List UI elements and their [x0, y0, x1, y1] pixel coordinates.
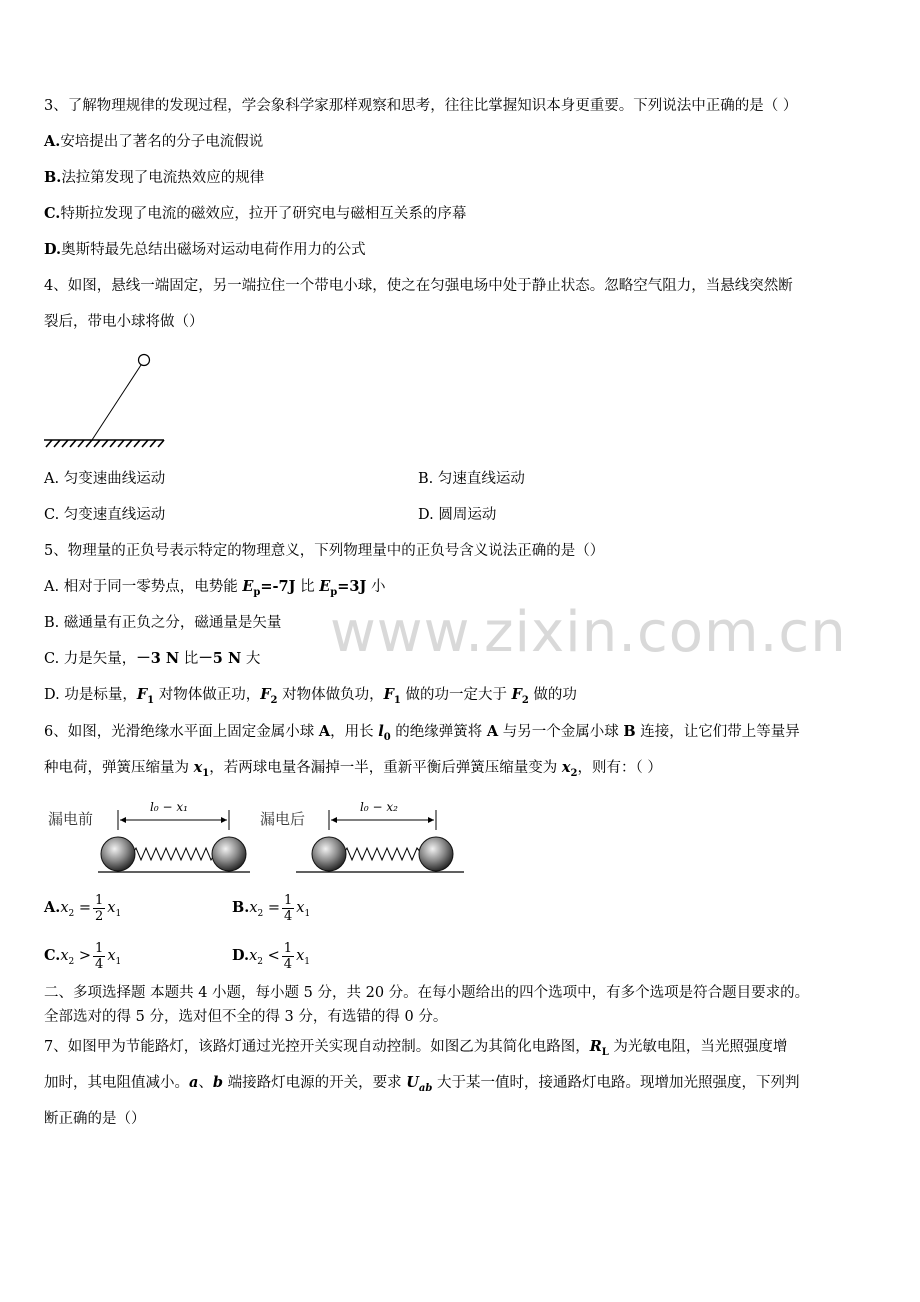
q7-l2-pre: 加时，其电阻值减小。: [44, 1075, 189, 1091]
q6-stem-line1: [44, 722, 800, 748]
q6-b-op: =: [267, 900, 280, 916]
q5-option-b: B. 磁通量有正负之分，磁通量是矢量: [44, 615, 282, 631]
q6-l2-pre: 种电荷，弹簧压缩量为: [44, 760, 194, 776]
q3-d-label: D.: [44, 241, 62, 258]
q6-a-x2: x: [60, 900, 69, 916]
q6-a-x1-sub: 1: [115, 908, 122, 919]
q5-c-v1: －3 N: [136, 650, 180, 667]
q6-c-x1: x: [107, 948, 116, 964]
q6-ball-a: A: [318, 723, 331, 740]
dim-arrow-before-left: [120, 817, 126, 823]
q6-d-x2: x: [249, 948, 258, 964]
q3-option-c: [44, 204, 466, 224]
spring-after: [343, 848, 422, 860]
q5-a-sub2: p: [330, 586, 338, 598]
dim-arrow-after-left: [331, 817, 337, 823]
q5-c-post: 大: [241, 651, 261, 667]
q3-stem: 3、了解物理规律的发现过程，学会象科学家那样观察和思考，往往比掌握知识本身更重要。下列说法中正确的是（ ）: [44, 98, 798, 114]
q3-a-label: A.: [44, 133, 61, 150]
suspension-string: [92, 365, 141, 440]
q4-figure-pendulum: [40, 350, 170, 455]
q5-d-f2-sub: 2: [270, 694, 278, 706]
q4-option-a: A. 匀变速曲线运动: [44, 471, 166, 487]
q5-a-val2: =3J: [337, 578, 367, 595]
q7-u: U: [406, 1074, 419, 1091]
q4-stem-line1: 4、如图，悬线一端固定，另一端拉住一个带电小球，使之在匀强电场中处于静止状态。忽略空气阻力，当悬线突然断: [44, 278, 793, 294]
q6-ball-a2: A: [486, 723, 499, 740]
q5-a-pre: A. 相对于同一零势点，电势能: [44, 579, 243, 595]
q6-b-x1: x: [296, 900, 305, 916]
q6-d-den: 4: [283, 956, 293, 972]
q6-d-x2-sub: 2: [257, 956, 264, 967]
q6-c-fraction: [93, 941, 105, 972]
q6-a-x1: x: [107, 900, 116, 916]
dim-arrow-before-right: [221, 817, 227, 823]
q6-a-op: =: [78, 900, 91, 916]
label-before: 漏电前: [48, 810, 94, 828]
q5-c-v2: －5 N: [198, 650, 242, 667]
q5-option-d: [44, 685, 577, 711]
q5-d-f2b: F: [511, 686, 522, 703]
q5-d-f1b: F: [383, 686, 394, 703]
q6-c-x2: x: [60, 948, 69, 964]
q6-c-x2-sub: 2: [68, 956, 75, 967]
q6-c-den: 4: [95, 956, 104, 972]
q5-a-val1: =-7J: [260, 578, 296, 595]
q3-b-label: B.: [44, 169, 62, 186]
dim-arrow-after-right: [428, 817, 434, 823]
q7-stem-line1: [44, 1037, 787, 1063]
ball-b-after: [419, 837, 453, 871]
q3-d-text: 奥斯特最先总结出磁场对运动电荷作用力的公式: [61, 242, 366, 258]
section2-instructions-line1: 二、多项选择题 本题共 4 小题，每小题 5 分，共 20 分。在每小题给出的四个选项中，有多个选项是符合题目要求的。: [44, 985, 810, 1001]
q6-b-label: B.: [232, 899, 250, 916]
q6-option-c: [44, 936, 121, 982]
q7-l1-pre: 7、如图甲为节能路灯，该路灯通过光控开关实现自动控制。如图乙为其简化电路图，: [44, 1039, 590, 1055]
ball-a-before: [101, 837, 135, 871]
q5-a-ep2: E: [319, 578, 331, 595]
q6-x1: x: [193, 759, 203, 776]
q6-c-x1-sub: 1: [115, 956, 122, 967]
dim-label-after: l₀ − x₂: [360, 800, 398, 814]
q5-d-pre: D. 功是标量，: [44, 687, 137, 703]
q6-d-num: 1: [283, 940, 293, 956]
q3-c-label: C.: [44, 205, 61, 222]
q6-x2: x: [561, 759, 571, 776]
q5-c-pre: C. 力是矢量，: [44, 651, 137, 667]
q3-c-text: 特斯拉发现了电流的磁效应，拉开了研究电与磁相互关系的序幕: [60, 206, 467, 222]
q6-x1-sub: 1: [202, 767, 210, 779]
q4-stem-line2: 裂后，带电小球将做（）: [44, 314, 204, 330]
q7-l2-post: 大于某一值时，接通路灯电路。现增加光照强度，下列判: [432, 1075, 800, 1091]
q5-d-f2b-sub: 2: [521, 694, 529, 706]
q7-u-sub: ab: [418, 1082, 433, 1094]
spring-before: [132, 848, 215, 860]
q6-figure-spring: [40, 790, 470, 880]
q3-option-b: [44, 168, 264, 188]
q6-l1-mid3: 与另一个金属小球: [498, 724, 624, 740]
q6-ball-b: B: [623, 723, 636, 740]
q3-option-d: [44, 240, 366, 260]
watermark: www.zixin.com.cn: [330, 600, 847, 665]
q6-a-den: 2: [95, 908, 104, 924]
q6-b-x1-sub: 1: [304, 908, 311, 919]
q7-stem-line2: [44, 1073, 800, 1099]
q6-l1-pre: 6、如图，光滑绝缘水平面上固定金属小球: [44, 724, 319, 740]
q6-b-x2: x: [249, 900, 258, 916]
q5-a-post: 小: [366, 579, 386, 595]
q6-option-b: [232, 888, 310, 934]
q3-b-text: 法拉第发现了电流热效应的规律: [61, 170, 265, 186]
q6-d-op: <: [267, 948, 280, 964]
q6-l2-post: ，则有：（ ）: [577, 760, 662, 776]
q6-stem-line2: [44, 758, 662, 784]
q5-a-sub1: p: [253, 586, 261, 598]
q5-d-t2: 对物体做负功，: [277, 687, 384, 703]
q5-d-f1-sub: 1: [147, 694, 155, 706]
q5-c-mid: 比: [179, 651, 199, 667]
label-after: 漏电后: [260, 810, 306, 828]
q6-l: l: [378, 723, 384, 740]
q5-option-c: [44, 649, 260, 669]
q6-a-x2-sub: 2: [68, 908, 75, 919]
q7-l1-post: 为光敏电阻，当光照强度增: [608, 1039, 788, 1055]
q6-c-label: C.: [44, 947, 61, 964]
q7-b: b: [212, 1074, 224, 1091]
dim-label-before: l₀ − x₁: [150, 800, 188, 814]
q5-a-ep1: E: [242, 578, 254, 595]
q6-a-num: 1: [95, 892, 104, 908]
q6-d-fraction: [282, 941, 294, 972]
q6-option-a: [44, 888, 121, 934]
q7-sep: 、: [198, 1075, 213, 1091]
q5-d-f1: F: [136, 686, 148, 703]
q5-a-mid: 比: [295, 579, 320, 595]
q5-d-t1: 对物体做正功，: [154, 687, 261, 703]
q7-r: R: [589, 1038, 602, 1055]
charged-ball: [139, 355, 150, 366]
q6-b-x2-sub: 2: [257, 908, 264, 919]
q5-d-f1b-sub: 1: [393, 694, 401, 706]
q4-option-b: B. 匀速直线运动: [418, 471, 525, 487]
q5-d-t3: 做的功一定大于: [400, 687, 512, 703]
q5-stem: 5、物理量的正负号表示特定的物理意义，下列物理量中的正负号含义说法正确的是（）: [44, 543, 605, 559]
q6-x2-sub: 2: [570, 767, 578, 779]
q4-option-c: C. 匀变速直线运动: [44, 507, 166, 523]
ball-a-after: [312, 837, 346, 871]
q4-option-d: D. 圆周运动: [418, 507, 497, 523]
q6-d-x1-sub: 1: [304, 956, 310, 967]
q7-r-sub: L: [601, 1046, 609, 1058]
q3-option-a: [44, 132, 263, 152]
q6-c-op: >: [78, 948, 92, 964]
q6-d-label: D.: [232, 947, 250, 964]
q5-d-t4: 做的功: [528, 687, 577, 703]
q6-l1-post: 连接，让它们带上等量异: [635, 724, 800, 740]
q6-a-label: A.: [44, 899, 61, 916]
section2-instructions-line2: 全部选对的得 5 分，选对但不全的得 3 分，有选错的得 0 分。: [44, 1009, 448, 1025]
q7-stem-line3: 断正确的是（）: [44, 1111, 146, 1127]
q5-d-f2: F: [260, 686, 271, 703]
q6-l1-mid2: 的绝缘弹簧将: [390, 724, 487, 740]
q5-option-a: [44, 577, 386, 603]
ball-b-before: [212, 837, 246, 871]
q6-c-num: 1: [95, 940, 104, 956]
q7-a: a: [189, 1074, 199, 1091]
q6-l-sub: 0: [383, 731, 391, 743]
q3-a-text: 安培提出了著名的分子电流假说: [60, 134, 264, 150]
q6-b-fraction: [282, 893, 294, 924]
q6-a-fraction: [93, 893, 105, 924]
q6-option-d: [232, 936, 310, 982]
q6-b-den: 4: [284, 908, 293, 924]
q6-d-x1: x: [296, 948, 305, 964]
ground-hatch: [46, 440, 164, 447]
q6-l1-mid: ，用长: [330, 724, 379, 740]
q6-b-num: 1: [284, 892, 293, 908]
q7-l2-mid: 端接路灯电源的开关，要求: [223, 1075, 407, 1091]
q6-l2-mid: ，若两球电量各漏掉一半，重新平衡后弹簧压缩量变为: [209, 760, 562, 776]
